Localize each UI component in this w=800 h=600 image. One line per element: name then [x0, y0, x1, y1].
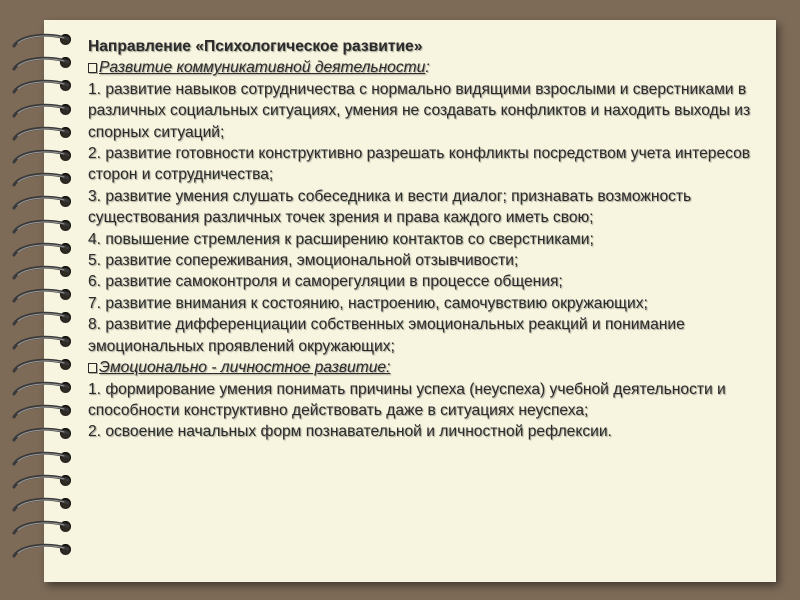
list-item: 1. формирование умения понимать причины успеха (неуспеха) учебной деятельности и способности конструктивно действовать даже в ситуациях неуспеха;: [88, 380, 726, 419]
binding-hole: [60, 150, 71, 161]
binding-hole: [60, 359, 71, 370]
binding-hole: [60, 405, 71, 416]
binding-hole: [60, 336, 71, 347]
binding-hole: [60, 428, 71, 439]
section-heading-text: Развитие коммуникативной деятельности: [99, 59, 426, 77]
binding-hole: [60, 173, 71, 184]
binding-hole: [60, 220, 71, 231]
slide-title: Направление «Психологическое развитие»: [88, 38, 423, 55]
list-item: 2. развитие готовности конструктивно разрешать конфликты посредством учета интересов сторон и сотрудничества;: [88, 145, 751, 184]
binding-hole: [60, 196, 71, 207]
checkbox-bullet-icon: [88, 63, 97, 73]
binding-hole: [60, 312, 71, 323]
binding-hole: [60, 104, 71, 115]
binding-hole: [60, 127, 71, 138]
binding-hole: [60, 382, 71, 393]
section-heading-text: Эмоционально - личностное развитие:: [99, 359, 391, 377]
section-heading-emotional: [88, 357, 768, 378]
binding-hole: [60, 452, 71, 463]
list-item: 3. развитие умения слушать собеседника и вести диалог; признавать возможность существования различных точек зрения и права каждого иметь свою;: [88, 187, 692, 227]
binding-hole: [60, 57, 71, 68]
section-heading-colon: :: [425, 59, 430, 77]
list-item: 8. развитие дифференциации собственных эмоциональных реакций и понимание эмоциональных проявлений окружающих;: [88, 316, 685, 355]
list-item: 5. развитие сопереживания, эмоциональной отзывчивости;: [88, 252, 519, 270]
list-item: 2. освоение начальных форм познавательной и личностной рефлексии.: [88, 423, 612, 441]
section-heading-communication: [88, 57, 768, 78]
list-item: 7. развитие внимания к состоянию, настроению, самочувствию окружающих;: [88, 294, 648, 312]
binding-hole: [60, 521, 71, 532]
checkbox-bullet-icon: [88, 363, 97, 373]
binding-hole: [60, 475, 71, 486]
binding-hole: [60, 498, 71, 509]
list-item: 4. повышение стремления к расширению контактов со сверстниками;: [88, 230, 594, 248]
binding-hole: [60, 544, 71, 555]
binding-hole: [60, 243, 71, 254]
binding-hole: [60, 289, 71, 300]
binding-hole: [60, 80, 71, 91]
binding-hole: [60, 266, 71, 277]
binding-hole: [60, 34, 71, 45]
list-item: 1. развитие навыков сотрудничества с нормально видящими взрослыми и сверстниками в различных социальных ситуациях, умения не создавать конфликтов и находить выходы из спорных ситуаций;: [88, 80, 751, 141]
slide-content: [88, 36, 768, 443]
list-item: 6. развитие самоконтроля и саморегуляции в процессе общения;: [88, 273, 563, 291]
